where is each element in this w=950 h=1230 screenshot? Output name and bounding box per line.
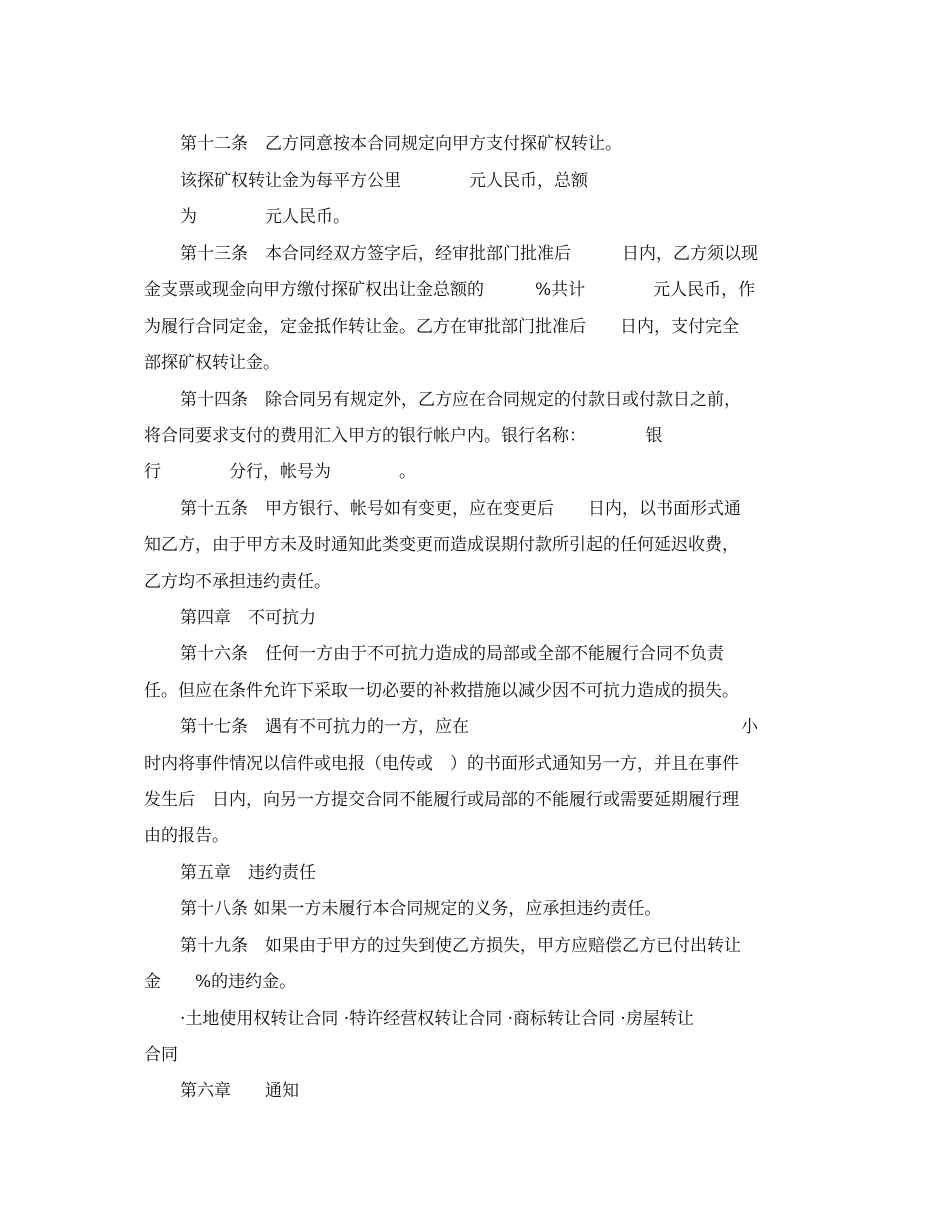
article-19-line-1: 第十九条 如果由于甲方的过失到使乙方损失，甲方应赔偿乙方已付出转让 [180,936,741,956]
article-14-line-1: 第十四条 除合同另有规定外，乙方应在合同规定的付款日或付款日之前， [180,390,741,410]
article-16-line-2: 任。但应在条件允许下采取一切必要的补救措施以减少因不可抗力造成的损失。 [144,681,739,701]
article-17-line-4: 由的报告。 [144,826,229,846]
article-13-line-3: 为履行合同定金，定金抵作转让金。乙方在审批部门批准后 日内，支付完全 [144,317,739,337]
article-14-line-2: 将合同要求支付的费用汇入甲方的银行帐户内。银行名称： 银 [144,426,663,446]
article-15-line-3: 乙方均不承担违约责任。 [144,572,331,592]
article-12-line-2: 该探矿权转让金为每平方公里 元人民币，总额 [180,171,588,191]
article-13-line-1: 第十三条 本合同经双方签字后，经审批部门批准后 日内，乙方须以现 [180,244,758,264]
article-18-line-1: 第十八条 如果一方未履行本合同规定的义务，应承担违约责任。 [180,899,662,919]
article-13-line-4: 部探矿权转让金。 [144,353,280,373]
article-12-line-1: 第十二条 乙方同意按本合同规定向甲方支付探矿权转让。 [180,134,622,154]
article-15-line-1: 第十五条 甲方银行、帐号如有变更，应在变更后 日内，以书面形式通 [180,499,741,519]
article-17-line-1: 第十七条 遇有不可抗力的一方，应在 小 [180,717,758,737]
article-17-line-3: 发生后 日内，向另一方提交合同不能履行或局部的不能履行或需要延期履行理 [144,790,739,810]
article-13-line-2: 金支票或现金向甲方缴付探矿权出让金总额的 %共计 元人民币，作 [144,280,756,300]
article-17-line-2: 时内将事件情况以信件或电报（电传或 ）的书面形式通知另一方，并且在事件 [144,754,739,774]
article-16-line-1: 第十六条 任何一方由于不可抗力造成的局部或全部不能履行合同不负责 [180,644,724,664]
article-15-line-2: 知乙方，由于甲方未及时通知此类变更而造成误期付款所引起的任何延迟收费， [144,535,739,555]
chapter-6-heading: 第六章 通知 [180,1081,299,1101]
chapter-5-heading: 第五章 违约责任 [180,863,316,883]
article-14-line-3: 行 分行，帐号为 。 [144,462,416,482]
article-19-line-2: 金 %的违约金。 [144,972,297,992]
article-12-line-3: 为 元人民币。 [180,207,350,227]
chapter-4-heading: 第四章 不可抗力 [180,608,316,628]
related-contracts-line-2: 合同 [144,1045,178,1065]
related-contracts-line-1: ·土地使用权转让合同 ·特许经营权转让合同 ·商标转让合同 ·房屋转让 [180,1009,694,1029]
